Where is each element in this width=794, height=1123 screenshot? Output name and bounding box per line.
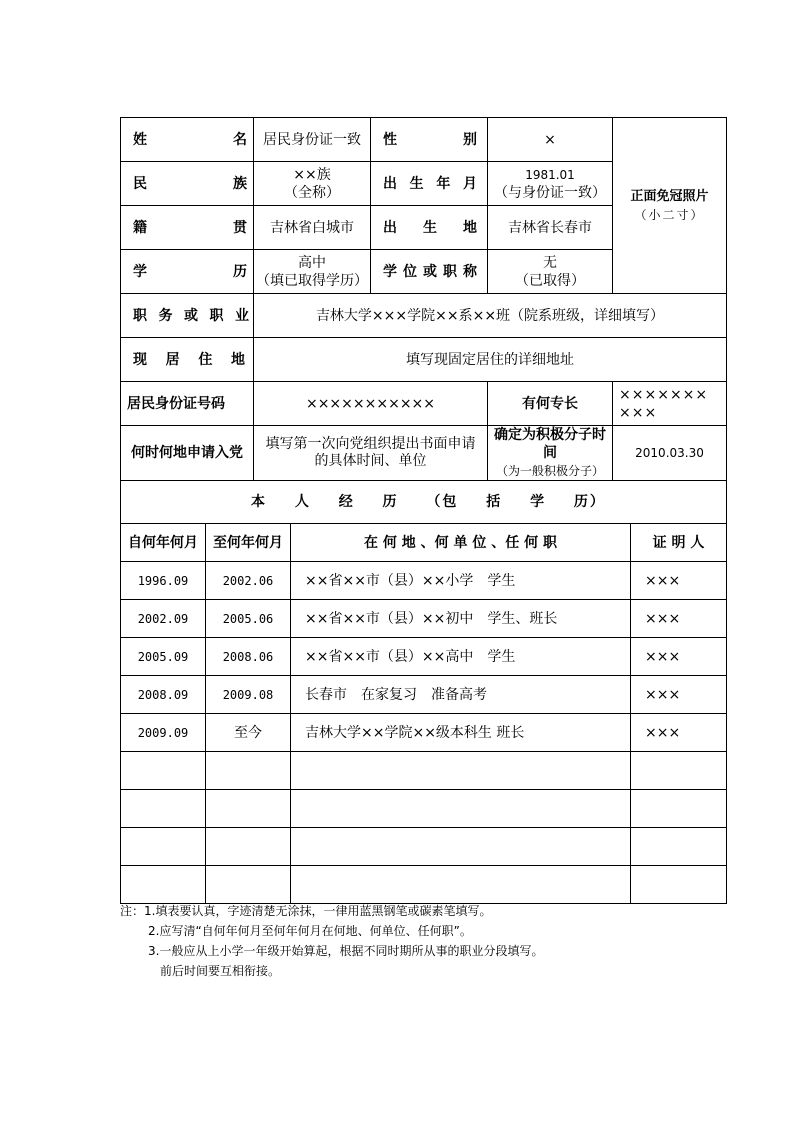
active-value: 2010.03.30 bbox=[613, 426, 727, 481]
address-value: 填写现固定居住的详细地址 bbox=[254, 338, 727, 382]
header-where: 在 何 地 、何 单 位 、任 何 职 bbox=[291, 524, 631, 562]
note-line-3: 3.一般应从上小学一年级开始算起，根据不同时期所从事的职业分段填写。 bbox=[148, 944, 544, 958]
birthplace-value: 吉林省长春市 bbox=[488, 206, 613, 250]
table-row: 2009.09 至今 吉林大学××学院××级本科生 班长 ××× bbox=[121, 714, 727, 752]
gender-label: 性 别 bbox=[371, 118, 488, 162]
gender-value: × bbox=[488, 118, 613, 162]
education-value: 高中 （填已取得学历） bbox=[254, 250, 371, 294]
degree-label: 学 位 或 职 称 bbox=[371, 250, 488, 294]
native-label: 籍 贯 bbox=[121, 206, 254, 250]
header-from: 自何年何月 bbox=[121, 524, 206, 562]
table-row: 1996.09 2002.06 ××省××市（县）××小学 学生 ××× bbox=[121, 562, 727, 600]
ethnic-value: ××族 （全称） bbox=[254, 162, 371, 206]
birth-label: 出 生 年 月 bbox=[371, 162, 488, 206]
table-row bbox=[121, 752, 727, 790]
id-value: ××××××××××× bbox=[254, 382, 488, 426]
table-row: 2002.09 2005.06 ××省××市（县）××初中 学生、班长 ××× bbox=[121, 600, 727, 638]
id-label: 居民身份证号码 bbox=[121, 382, 254, 426]
photo-label: 正面免冠照片 bbox=[630, 188, 709, 204]
form-notes bbox=[120, 901, 726, 981]
note-line-1: 注：1.填表要认真，字迹清楚无涂抹，一律用蓝黑钢笔或碳素笔填写。 bbox=[120, 904, 492, 918]
ethnic-label: 民 族 bbox=[121, 162, 254, 206]
name-value: 居民身份证一致 bbox=[254, 118, 371, 162]
note-line-4: 前后时间要互相衔接。 bbox=[160, 964, 281, 978]
table-row: 2008.09 2009.08 长春市 在家复习 准备高考 ××× bbox=[121, 676, 727, 714]
photo-box bbox=[613, 118, 727, 294]
name-label: 姓 名 bbox=[121, 118, 254, 162]
degree-value: 无 （已取得） bbox=[488, 250, 613, 294]
history-table bbox=[120, 480, 727, 904]
active-label: 确定为积极分子时间 （为一般积极分子） bbox=[488, 426, 613, 481]
skill-value: ××××××× ××× bbox=[613, 382, 727, 426]
table-row bbox=[121, 866, 727, 904]
header-witness: 证 明 人 bbox=[631, 524, 727, 562]
birthplace-label: 出 生 地 bbox=[371, 206, 488, 250]
header-to: 至何年何月 bbox=[206, 524, 291, 562]
job-label: 职 务 或 职 业 bbox=[121, 294, 254, 338]
apply-label: 何时何地申请入党 bbox=[121, 426, 254, 481]
table-row bbox=[121, 790, 727, 828]
native-value: 吉林省白城市 bbox=[254, 206, 371, 250]
address-label: 现 居 住 地 bbox=[121, 338, 254, 382]
application-form bbox=[120, 117, 726, 904]
basic-info-table bbox=[120, 117, 727, 481]
photo-size: （小二寸） bbox=[634, 207, 705, 222]
birth-value: 1981.01 （与身份证一致） bbox=[488, 162, 613, 206]
education-label: 学 历 bbox=[121, 250, 254, 294]
note-line-2: 2.应写清“自何年何月至何年何月在何地、何单位、任何职”。 bbox=[148, 924, 472, 938]
skill-label: 有何专长 bbox=[488, 382, 613, 426]
table-row bbox=[121, 828, 727, 866]
history-title: 本 人 经 历 （包 括 学 历） bbox=[121, 481, 727, 524]
apply-value: 填写第一次向党组织提出书面申请的具体时间、单位 bbox=[254, 426, 488, 481]
table-row: 2005.09 2008.06 ××省××市（县）××高中 学生 ××× bbox=[121, 638, 727, 676]
job-value: 吉林大学×××学院××系××班（院系班级，详细填写） bbox=[254, 294, 727, 338]
